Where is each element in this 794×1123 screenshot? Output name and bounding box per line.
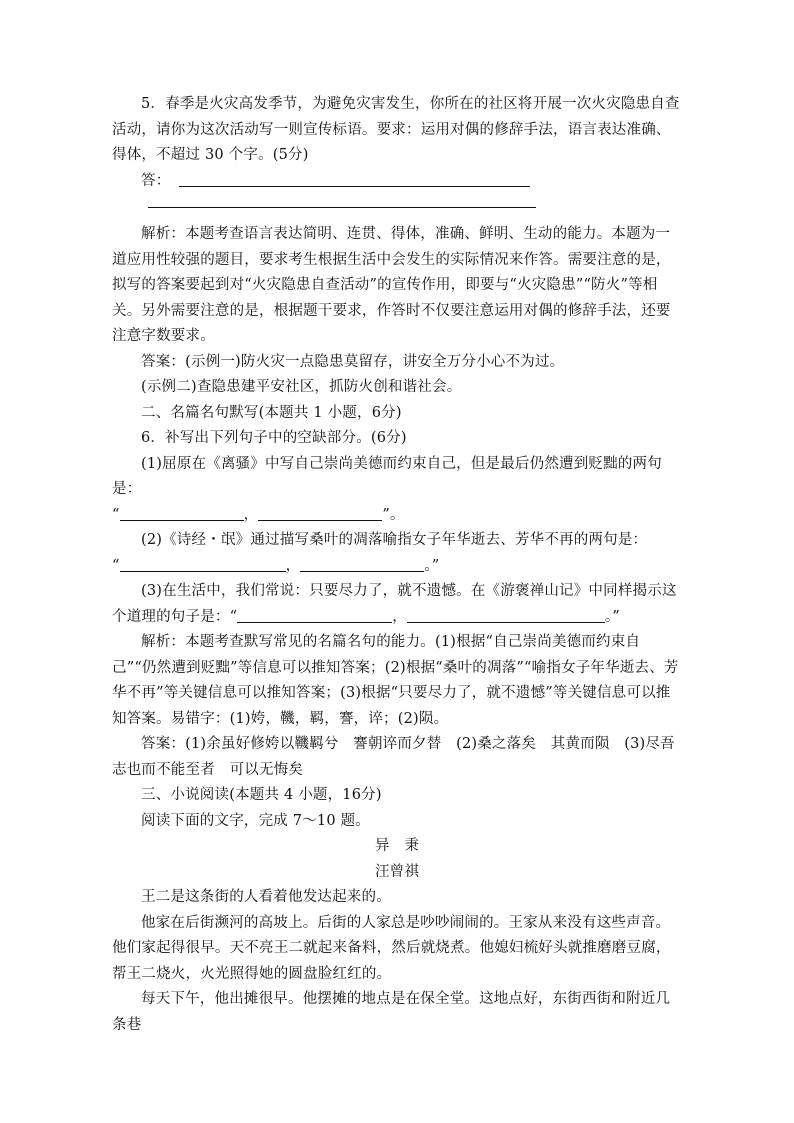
q5-answer-example-1: 答案：(示例一)防火灾一点隐患莫留存，讲安全万分小心不为过。 <box>141 353 565 370</box>
q6-item-1-blank-a[interactable] <box>120 504 244 521</box>
answer-blank-line-2-row <box>112 194 682 216</box>
story-title: 异 秉 <box>374 838 420 854</box>
answer-area-q5 <box>112 169 682 195</box>
q6-item-3: (3)在生活中，我们常说：只要尽力了，就不遗憾。在《游褒禅山记》中同样揭示这个道理的句子是：“ ， 。” <box>112 583 677 625</box>
q6-item-1-blanks: “ ， ”。 <box>112 503 682 529</box>
answer-label: 答： <box>141 172 171 189</box>
q6-item-1: (1)屈原在《离骚》中写自己崇尚美德而约束自己，但是最后仍然遭到贬黜的两句是： <box>112 455 662 497</box>
question-5: 5．春季是火灾高发季节，为避免灾害发生，你所在的社区将开展一次火灾隐患自查活动，请你为这次活动写一则宣传标语。要求：运用对偶的修辞手法，语言表达准确、得体，不超过 30 个字。(5分) <box>112 96 680 163</box>
story-paragraph-1: 王二是这条街的人看着他发达起来的。 <box>141 889 391 905</box>
q6-analysis: 解析：本题考查默写常见的名篇名句的能力。(1)根据“自己崇尚美德而约束自己”“仍然遭到贬黜”等信息可以推知答案；(2)根据“桑叶的凋落”“喻指女子年华逝去、芳华不再”等关键信息可以推知答案；(3)根据“只要尽力了，就不遗憾”等关键信息可以推知答案。易错字：(1)姱，鞿，羁，謇，谇；(2)陨。 <box>112 634 679 727</box>
q6-answer: 答案：(1)余虽好修姱以鞿羁兮 謇朝谇而夕替 (2)桑之落矣 其黄而陨 (3)尽吾志也而不能至者 可以无悔矣 <box>112 736 675 778</box>
q5-analysis: 解析：本题考查语言表达简明、连贯、得体，准确、鲜明、生动的能力。本题为一道应用性较强的题目，要求考生根据生活中会发生的实际情况来作答。需要注意的是，拟写的答案要起到对“火灾隐患自查活动”的宣传作用，即要与“火灾隐患”“防火”等相关。另外需要注意的是，根据题干要求，作答时不仅要注意运用对偶的修辞手法，还要注意字数要求。 <box>112 226 671 344</box>
section-2-heading: 二、名篇名句默写(本题共 1 小题，6分) <box>141 404 402 421</box>
q6-item-1-blank-b[interactable] <box>258 504 382 521</box>
story-paragraph-3: 每天下午，他出摊很早。他摆摊的地点是在保全堂。这地点好，东街西街和附近几条巷 <box>112 991 671 1033</box>
q6-item-2-blanks: “ ， 。” <box>112 554 682 580</box>
question-6: 6．补写出下列句子中的空缺部分。(6分) <box>141 430 407 446</box>
story-paragraph-2: 他家在后街濒河的高坡上。后街的人家总是吵吵闹闹的。王家从来没有这些声音。他们家起得很早。天不亮王二就起来备料，然后就烧煮。他媳妇梳好头就推磨磨豆腐，帮王二烧火，火光照得她的圆盘脸红红的。 <box>112 914 671 982</box>
q6-item-3-blank-b[interactable] <box>407 606 605 623</box>
story-author: 汪曾祺 <box>374 863 420 880</box>
answer-blank-line-2[interactable] <box>148 194 536 208</box>
section-3-heading: 三、小说阅读(本题共 4 小题，16分) <box>141 787 382 803</box>
reading-instruction: 阅读下面的文字，完成 7～10 题。 <box>141 812 370 829</box>
q6-item-2: (2)《诗经・氓》通过描写桑叶的凋落喻指女子年华逝去、芳华不再的两句是： <box>141 532 648 548</box>
answer-blank-line-1[interactable] <box>179 173 530 187</box>
document-body <box>112 92 682 1038</box>
q5-answer-example-2: (示例二)查隐患建平安社区，抓防火创和谐社会。 <box>141 379 462 395</box>
q6-item-2-blank-a[interactable] <box>120 555 286 572</box>
q6-item-2-blank-b[interactable] <box>300 555 424 572</box>
q6-item-3-blank-a[interactable] <box>237 606 392 623</box>
